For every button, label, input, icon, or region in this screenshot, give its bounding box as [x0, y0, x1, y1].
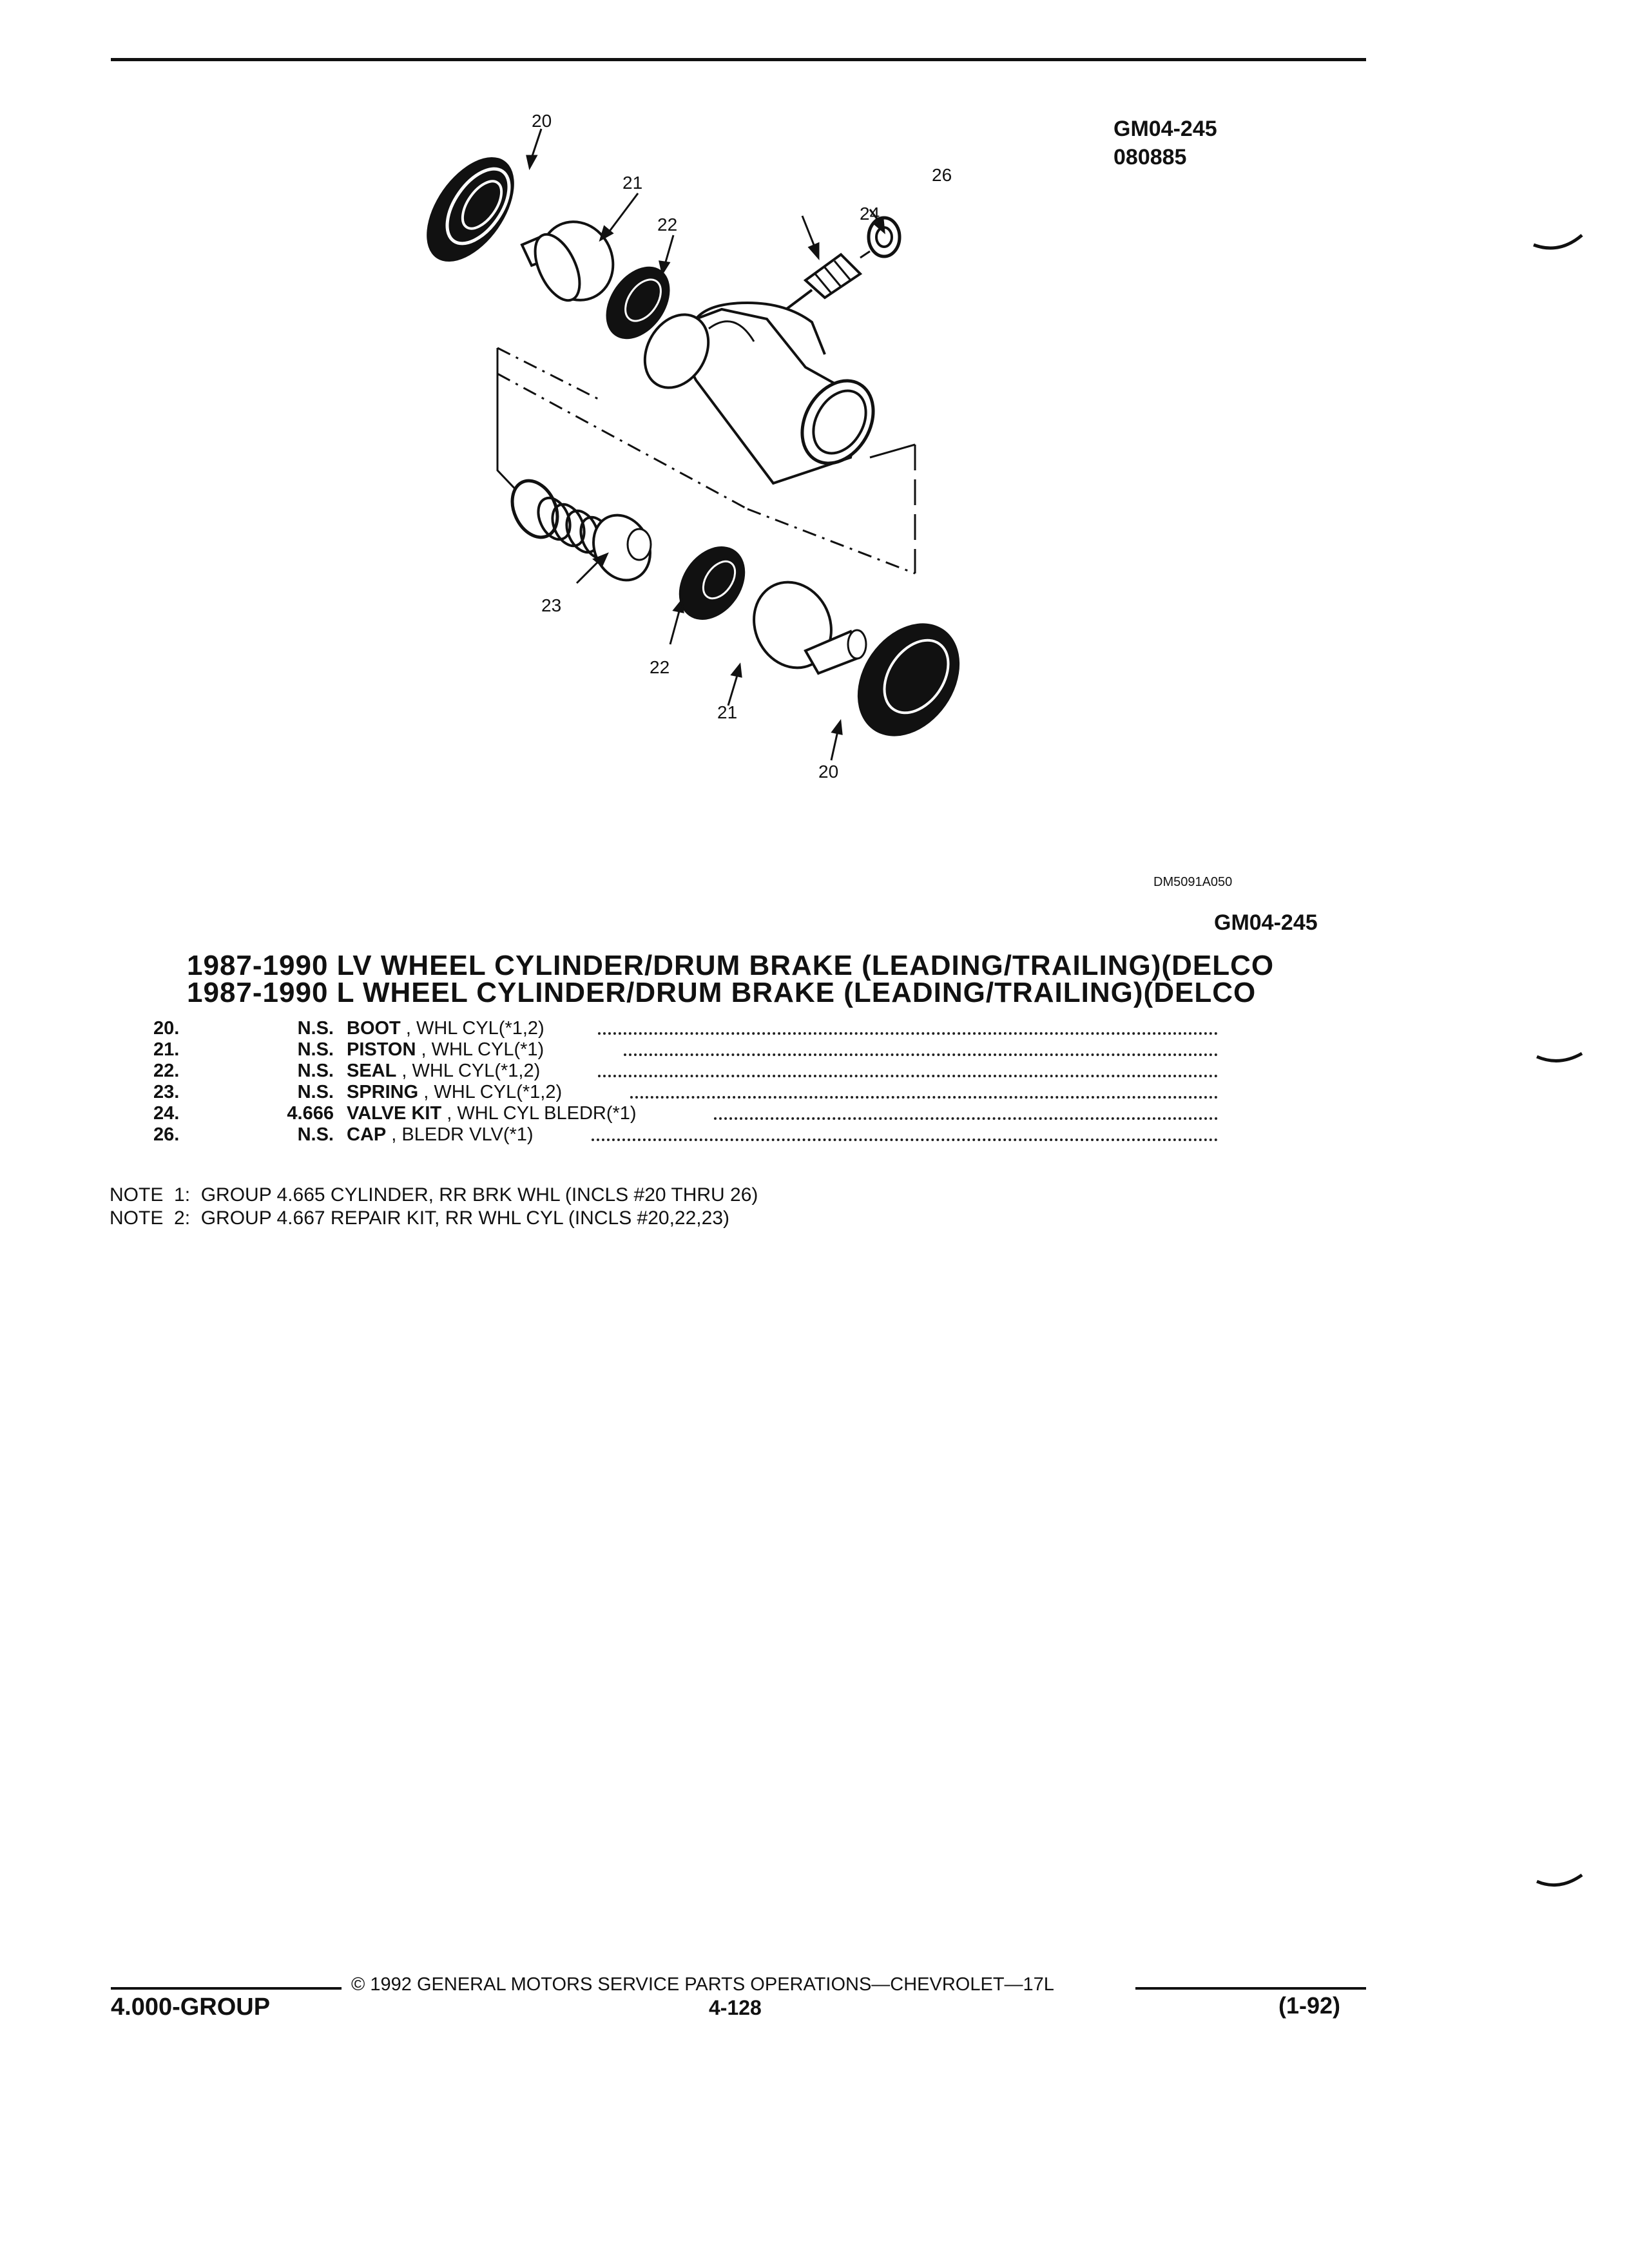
part-number: 23.	[153, 1082, 180, 1102]
callout-22-bottom: 22	[650, 657, 670, 677]
part-code: N.S.	[297, 1061, 334, 1081]
part-code: 4.666	[287, 1103, 334, 1124]
leader-dots	[598, 1075, 1218, 1077]
leader-dots	[630, 1096, 1218, 1099]
note-2: NOTE 2: GROUP 4.667 REPAIR KIT, RR WHL CYL (INCLS #20,22,23)	[110, 1207, 729, 1229]
part-code: N.S.	[297, 1082, 334, 1102]
callout-24: 24	[860, 204, 880, 224]
list-item	[153, 1039, 1218, 1061]
section-code: GM04-245	[1214, 910, 1318, 935]
callout-26: 26	[932, 165, 952, 185]
part-name: SPRING	[347, 1082, 419, 1102]
list-item	[153, 1103, 1218, 1124]
parts-list	[153, 1018, 1218, 1160]
part-number: 24.	[153, 1103, 180, 1124]
seal-bottom	[666, 533, 759, 632]
footer-copyright: © 1992 GENERAL MOTORS SERVICE PARTS OPERATIONS—CHEVROLET—17L	[351, 1974, 1054, 1995]
spring	[504, 474, 660, 590]
footer-rule-left	[111, 1987, 342, 1990]
part-description: , WHL CYL(*1,2)	[405, 1018, 545, 1039]
callout-22-top: 22	[657, 215, 678, 235]
part-description: , BLEDR VLV(*1)	[391, 1124, 534, 1145]
part-number: 26.	[153, 1124, 180, 1145]
part-description: , WHL CYL BLEDR(*1)	[447, 1103, 637, 1124]
callout-21-top: 21	[622, 173, 643, 193]
list-item	[153, 1061, 1218, 1082]
leader-dots	[598, 1032, 1218, 1035]
list-item	[153, 1124, 1218, 1146]
leader-dots	[592, 1139, 1218, 1141]
part-description: , WHL CYL(*1,2)	[423, 1082, 563, 1102]
part-name: BOOT	[347, 1018, 401, 1039]
footer-page-number: 4-128	[709, 1996, 762, 2019]
section-title-line2: 1987-1990 L WHEEL CYLINDER/DRUM BRAKE (LEADING/TRAILING)(DELCO	[187, 977, 1257, 1008]
callout-23: 23	[541, 595, 562, 615]
diagram-code: GM04-245	[1113, 117, 1217, 141]
part-name: PISTON	[347, 1039, 416, 1060]
part-number: 20.	[153, 1018, 180, 1039]
bleeder-valve	[786, 251, 870, 309]
callout-20-bottom: 20	[818, 762, 839, 782]
footer-group: 4.000-GROUP	[111, 1994, 271, 2021]
section-title-line1: 1987-1990 LV WHEEL CYLINDER/DRUM BRAKE (LEADING/TRAILING)(DELCO	[187, 950, 1275, 981]
wheel-cylinder-diagram	[387, 97, 1095, 805]
diagram-sub-code: 080885	[1113, 145, 1187, 169]
part-number: 21.	[153, 1039, 180, 1060]
callout-20-top: 20	[532, 111, 552, 131]
piston-bottom	[740, 570, 866, 680]
note-1: NOTE 1: GROUP 4.665 CYLINDER, RR BRK WHL (INCLS #20 THRU 26)	[110, 1184, 758, 1206]
boot-top	[409, 142, 532, 277]
part-name: SEAL	[347, 1061, 397, 1081]
part-description: , WHL CYL(*1)	[421, 1039, 545, 1060]
part-description: , WHL CYL(*1,2)	[401, 1061, 541, 1081]
part-name: CAP	[347, 1124, 387, 1145]
footer-date: (1-92)	[1278, 1992, 1341, 2019]
callout-21-bottom: 21	[717, 702, 738, 722]
footer-rule-right	[1135, 1987, 1366, 1990]
leader-dots	[624, 1053, 1218, 1056]
diagram-reference: DM5091A050	[1153, 875, 1233, 889]
part-name: VALVE KIT	[347, 1103, 442, 1124]
piston-top	[522, 210, 626, 312]
part-code: N.S.	[297, 1018, 334, 1039]
list-item	[153, 1082, 1218, 1103]
boot-bottom	[836, 604, 981, 756]
part-number: 22.	[153, 1061, 180, 1081]
list-item	[153, 1018, 1218, 1039]
cylinder-body	[632, 303, 887, 483]
part-code: N.S.	[297, 1124, 334, 1145]
leader-dots	[714, 1117, 1218, 1120]
part-code: N.S.	[297, 1039, 334, 1060]
